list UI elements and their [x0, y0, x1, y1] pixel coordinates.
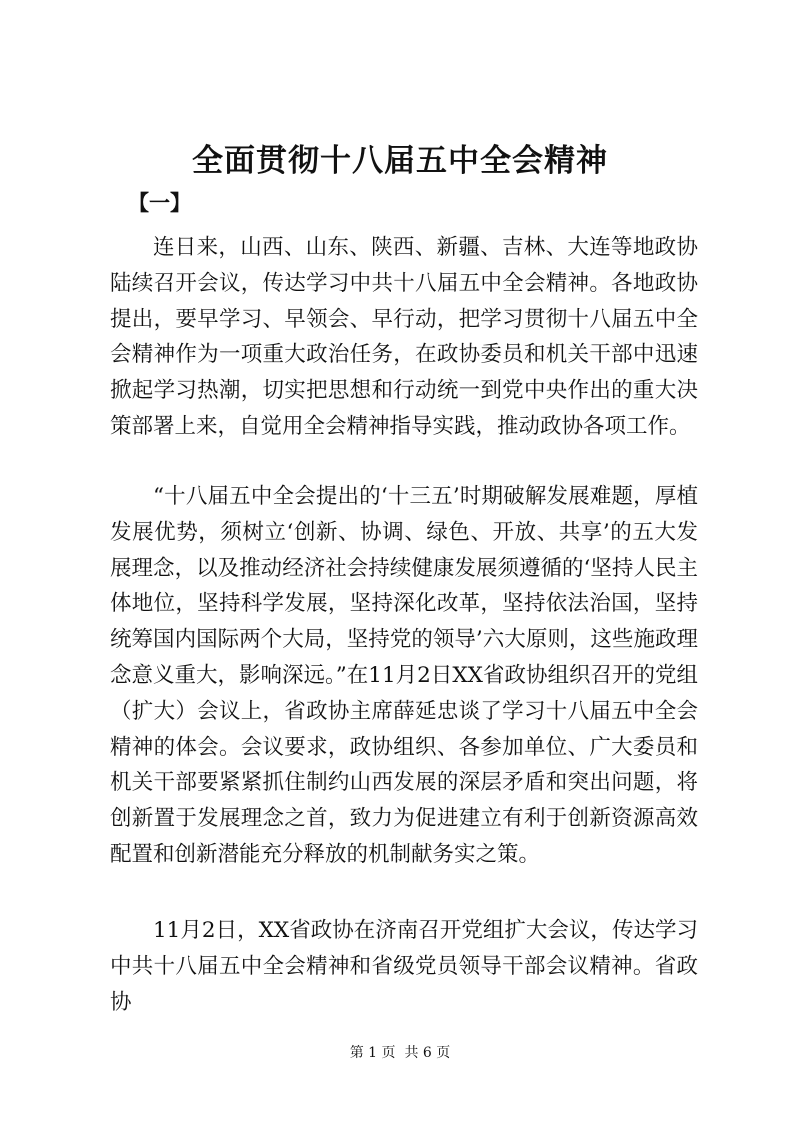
body-paragraph: “十八届五中全会提出的‘十三五’时期破解发展难题，厚植发展优势，须树立‘创新、协调、绿色、开放、共享’的五大发展理念，以及推动经济社会持续健康发展须遵循的‘坚持人民主体地位，坚持科学发展，坚持深化改革，坚持依法治国，坚持统筹国内国际两个大局，坚持党的领导’六大原则，这些施政理念意义重大，影响深远。”在11月2日XX省政协组织召开的党组（扩大）会议上，省政协主席薛延忠谈了学习十八届五中全会精神的体会。会议要求，政协组织、各参加单位、广大委员和机关干部要紧紧抓住制约山西发展的深层矛盾和突出问题，将创新置于发展理念之首，致力为促进建立有利于创新资源高效配置和创新潜能充分释放的机制献务实之策。	[110, 484, 698, 867]
section-label: 【一】	[128, 190, 191, 215]
page-title: 全面贯彻十八届五中全会精神	[192, 143, 608, 179]
page-total: 共 6 页	[404, 1045, 451, 1061]
page-number: 第 1 页	[349, 1045, 396, 1061]
body-paragraph: 连日来，山西、山东、陕西、新疆、吉林、大连等地政协陆续召开会议，传达学习中共十八届五中全会精神。各地政协提出，要早学习、早领会、早行动，把学习贯彻十八届五中全会精神作为一项重大政治任务，在政协委员和机关干部中迅速掀起学习热潮，切实把思想和行动统一到党中央作出的重大决策部署上来，自觉用全会精神指导实践，推动政协各项工作。	[110, 235, 698, 439]
body-paragraph: 11月2日，XX省政协在济南召开党组扩大会议，传达学习中共十八届五中全会精神和省级党员领导干部会议精神。省政协	[110, 918, 698, 1015]
page-footer	[0, 1043, 800, 1063]
